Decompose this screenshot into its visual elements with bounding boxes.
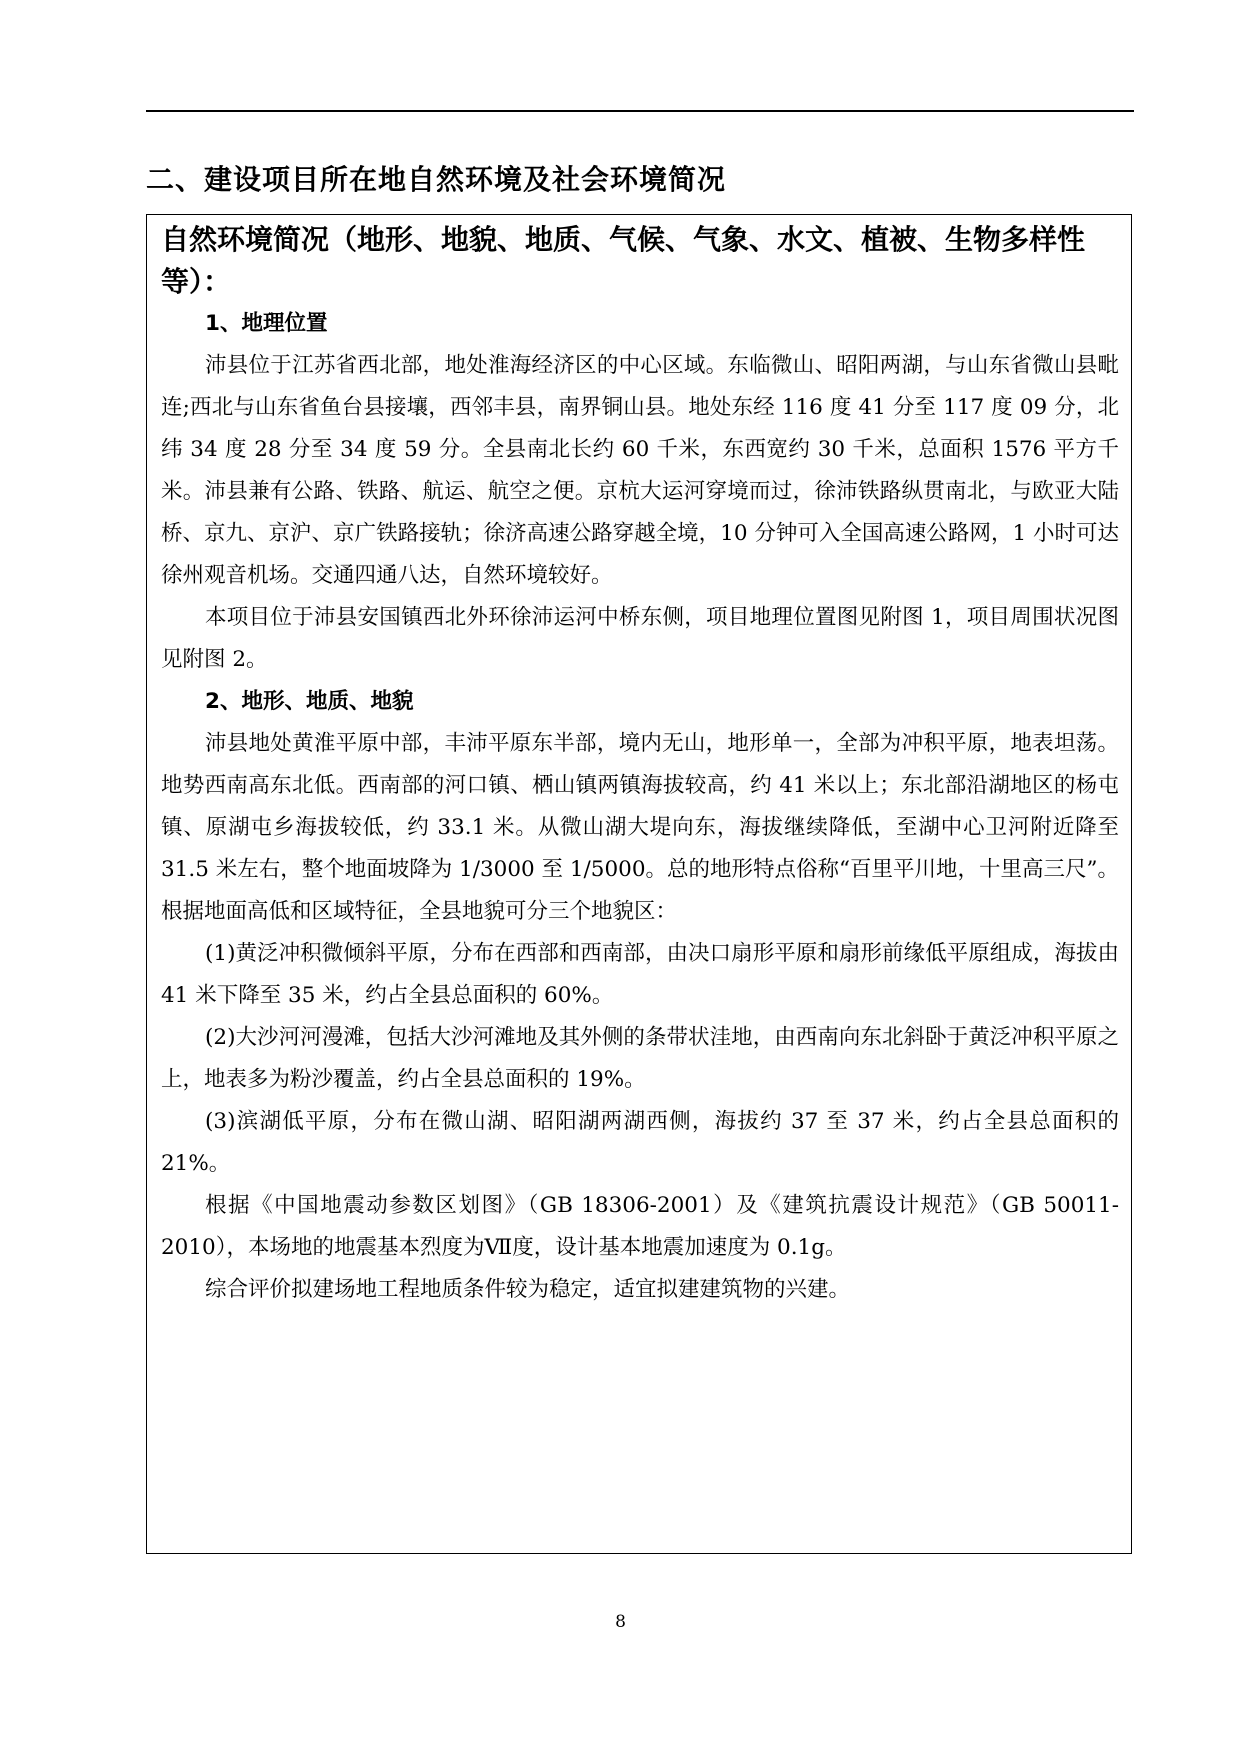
page-number: 8 <box>615 1612 626 1632</box>
paragraph: (1)黄泛冲积微倾斜平原，分布在西部和西南部，由决口扇形平原和扇形前缘低平原组成，海拔由 41 米下降至 35 米，约占全县总面积的 60%。 <box>161 941 1119 1008</box>
subheading-location: 1、地理位置 <box>205 311 328 336</box>
paragraph: (2)大沙河河漫滩，包括大沙河滩地及其外侧的条带状洼地，由西南向东北斜卧于黄泛冲积平原之上，地表多为粉沙覆盖，约占全县总面积的 19%。 <box>161 1025 1119 1092</box>
paragraph: 综合评价拟建场地工程地质条件较为稳定，适宜拟建建筑物的兴建。 <box>205 1277 851 1302</box>
section-title: 二、建设项目所在地自然环境及社会环境简况 <box>146 163 727 196</box>
content-box <box>146 214 1132 1554</box>
header-rule <box>146 110 1134 112</box>
box-heading: 自然环境简况（地形、地貌、地质、气候、气象、水文、植被、生物多样性等）： <box>161 223 1086 298</box>
content-body <box>161 303 1119 1311</box>
paragraph: 沛县地处黄淮平原中部，丰沛平原东半部，境内无山，地形单一，全部为冲积平原，地表坦荡。地势西南高东北低。西南部的河口镇、栖山镇两镇海拔较高，约 41 米以上；东北部沿湖地区的杨屯镇、原湖屯乡海拔较低，约 33.1 米。从微山湖大堤向东，海拔继续降低，至湖中心卫河附近降至 31.5 米左右，整个地面坡降为 1/3000 至 1/5000。总的地形特点俗称“百里平川地，十里高三尺”。根据地面高低和区域特征，全县地貌可分三个地貌区： <box>161 731 1119 924</box>
paragraph: 根据《中国地震动参数区划图》（GB 18306-2001）及《建筑抗震设计规范》（GB 50011-2010），本场地的地震基本烈度为Ⅶ度，设计基本地震加速度为 0.1g。 <box>161 1193 1119 1260</box>
paragraph: (3)滨湖低平原，分布在微山湖、昭阳湖两湖西侧，海拔约 37 至 37 米，约占全县总面积的 21%。 <box>161 1109 1119 1176</box>
paragraph: 沛县位于江苏省西北部，地处淮海经济区的中心区域。东临微山、昭阳两湖，与山东省微山县毗连;西北与山东省鱼台县接壤，西邻丰县，南界铜山县。地处东经 116 度 41 分至 117 度 09 分，北纬 34 度 28 分至 34 度 59 分。全县南北长约 60 千米，东西宽约 30 千米，总面积 1576 平方千米。沛县兼有公路、铁路、航运、航空之便。京杭大运河穿境而过，徐沛铁路纵贯南北，与欧亚大陆桥、京九、京沪、京广铁路接轨；徐济高速公路穿越全境，10 分钟可入全国高速公路网，1 小时可达徐州观音机场。交通四通八达，自然环境较好。 <box>161 353 1119 588</box>
subheading-terrain: 2、地形、地质、地貌 <box>205 689 414 714</box>
paragraph: 本项目位于沛县安国镇西北外环徐沛运河中桥东侧，项目地理位置图见附图 1，项目周围状况图见附图 2。 <box>161 605 1119 672</box>
